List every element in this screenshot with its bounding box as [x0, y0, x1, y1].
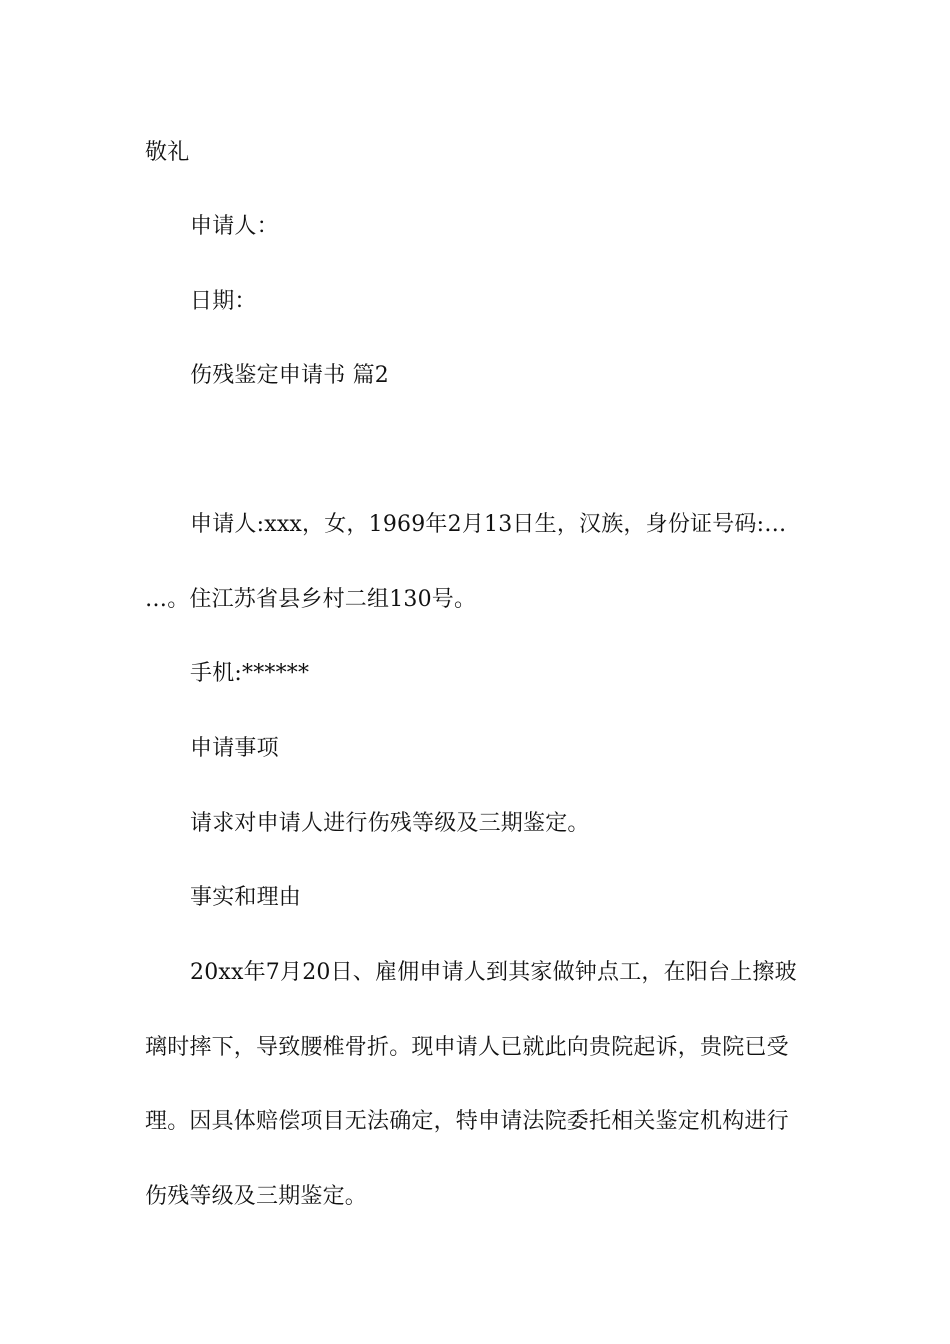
date-label: 日期： — [190, 289, 257, 314]
applicant-address-line: …。住江苏省县乡村二组130号。 — [145, 587, 477, 612]
applicant-sign-label: 申请人： — [190, 214, 279, 239]
facts-paragraph-line: 璃时摔下，导致腰椎骨折。现申请人已就此向贵院起诉，贵院已受 — [145, 1035, 789, 1060]
facts-heading: 事实和理由 — [190, 885, 302, 910]
request-heading: 申请事项 — [190, 736, 279, 761]
facts-paragraph-line: 20xx年7月20日、雇佣申请人到其家做钟点工，在阳台上擦玻 — [190, 960, 797, 985]
facts-paragraph-line: 伤残等级及三期鉴定。 — [145, 1184, 368, 1209]
phone-line: 手机:****** — [190, 661, 310, 686]
request-text: 请求对申请人进行伤残等级及三期鉴定。 — [190, 811, 590, 836]
section-title: 伤残鉴定申请书 篇2 — [190, 363, 389, 388]
facts-paragraph-line: 理。因具体赔偿项目无法确定，特申请法院委托相关鉴定机构进行 — [145, 1109, 789, 1134]
closing-text: 敬礼 — [145, 140, 190, 165]
applicant-info-line: 申请人:xxx，女，1969年2月13日生，汉族，身份证号码:… — [190, 512, 787, 537]
